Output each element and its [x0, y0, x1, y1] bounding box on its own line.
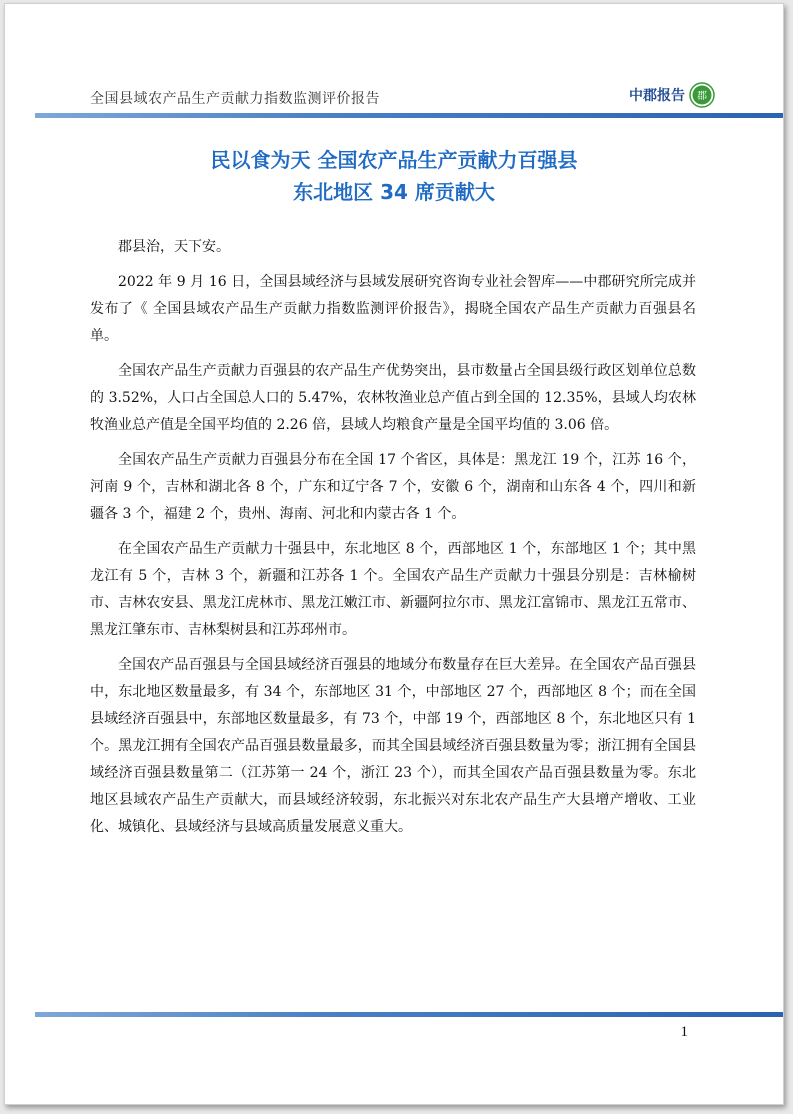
header-rule [35, 113, 783, 118]
page-number: 1 [680, 1024, 688, 1040]
title-line-1: 民以食为天 全国农产品生产贡献力百强县 [210, 148, 578, 172]
paragraph: 2022 年 9 月 16 日，全国县域经济与县域发展研究咨询专业社会智库——中郡研究所完成并发布了《 全国县域农产品生产贡献力指数监测评价报告》，揭晓全国农产品生产贡献力百强县名单。 [90, 274, 696, 344]
paragraph: 全国农产品生产贡献力百强县分布在全国 17 个省区，具体是：黑龙江 19 个，江苏 16 个，河南 9 个，吉林和湖北各 8 个，广东和辽宁各 7 个，安徽 6 个，湖南和山东各 4 个，四川和新疆各 3 个，福建 2 个，贵州、海南、河北和内蒙古各 1 个。 [90, 452, 696, 522]
footer-rule [35, 1012, 783, 1017]
document-page [4, 3, 784, 1105]
paragraph: 郡县治，天下安。 [118, 239, 230, 255]
title-line-2: 东北地区 34 席贡献大 [293, 180, 495, 204]
brand [629, 82, 715, 108]
paragraph: 在全国农产品生产贡献力十强县中，东北地区 8 个，西部地区 1 个，东部地区 1 个；其中黑龙江有 5 个，吉林 3 个，新疆和江苏各 1 个。全国农产品生产贡献力十强县分别是：吉林榆树市、吉林农安县、黑龙江虎林市、黑龙江嫩江市、新疆阿拉尔市、黑龙江富锦市、黑龙江五常市、黑龙江肇东市、吉林梨树县和江苏邳州市。 [90, 541, 696, 638]
logo-char: 郡 [697, 91, 707, 102]
article-body [90, 234, 696, 849]
brand-text: 中郡报告 [629, 88, 685, 104]
report-header-title: 全国县域农产品生产贡献力指数监测评价报告 [90, 91, 380, 107]
paragraph: 全国农产品生产贡献力百强县的农产品生产优势突出，县市数量占全国县级行政区划单位总数的 3.52%，人口占全国总人口的 5.47%，农林牧渔业总产值占到全国的 12.35%，县域人均农林牧渔业总产值是全国平均值的 2.26 倍，县域人均粮食产量是全国平均值的 3.06 倍。 [90, 363, 696, 433]
article-title [5, 144, 783, 208]
zhongjun-logo-icon [689, 82, 715, 108]
paragraph: 全国农产品百强县与全国县域经济百强县的地域分布数量存在巨大差异。在全国农产品百强县中，东北地区数量最多，有 34 个，东部地区 31 个，中部地区 27 个，西部地区 8 个；而在全国县域经济百强县中，东部地区数量最多，有 73 个，中部 19 个，西部地区 8 个，东北地区只有 1 个。黑龙江拥有全国农产品百强县数量最多，而其全国县域经济百强县数量为零；浙江拥有全国县域经济百强县数量第二（江苏第一 24 个，浙江 23 个），而其全国农产品百强县数量为零。东北地区县域农产品生产贡献大，而县域经济较弱，东北振兴对东北农产品生产大县增产增收、工业化、城镇化、县域经济与县域高质量发展意义重大。 [90, 657, 696, 835]
